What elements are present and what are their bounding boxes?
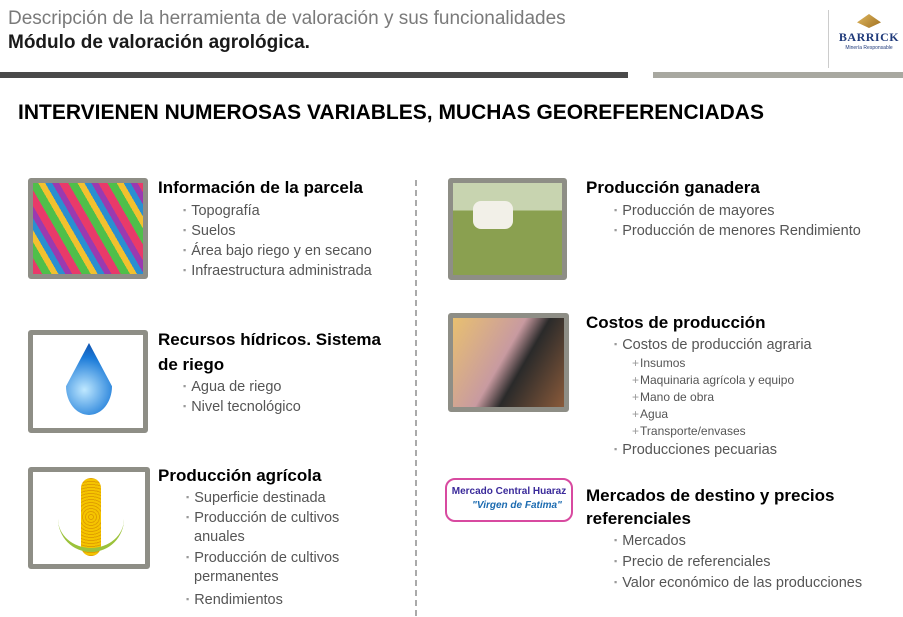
section-title-mercados: Mercados de destino y precios — [586, 486, 835, 505]
header-divider-light — [653, 72, 903, 78]
header-divider-dark — [0, 72, 628, 78]
logo-name: BARRICK — [838, 30, 900, 44]
cow-icon — [473, 201, 513, 229]
bullet: ▪ Agua de riego — [183, 376, 282, 397]
parcel-map-image — [28, 178, 148, 279]
bullet: ▪ Producción de mayores — [614, 200, 775, 221]
bullet: ▪ Producciones pecuarias — [614, 439, 777, 460]
column-divider — [415, 180, 417, 616]
logo-separator — [828, 10, 829, 68]
bullet: ▪ Valor económico de las producciones — [614, 572, 862, 593]
logo-tagline: Minería Responsable — [845, 45, 893, 51]
bullet: ▪ Mercados — [614, 530, 686, 551]
market-subname: "Virgen de Fatima" — [472, 500, 562, 511]
bullet-continuation: permanentes — [194, 569, 279, 585]
sub-bullet: + Insumos — [632, 355, 685, 372]
bullet: ▪ Nivel tecnológico — [183, 396, 301, 417]
bullet-continuation: anuales — [194, 529, 245, 545]
bullet: ▪ Rendimientos — [186, 589, 283, 610]
money-calculator-image — [448, 313, 569, 412]
bullet: ▪ Producción de cultivos — [186, 547, 339, 568]
bullet: ▪ Costos de producción agraria — [614, 334, 812, 355]
presentation-subtitle: Descripción de la herramienta de valoración y sus funcionalidades — [8, 8, 566, 29]
presentation-title: Módulo de valoración agrológica. — [8, 32, 310, 53]
bullet: ▪ Infraestructura administrada — [183, 260, 372, 281]
sub-bullet: + Mano de obra — [632, 389, 714, 406]
water-drop-icon — [66, 343, 112, 415]
bullet: ▪ Producción de cultivos — [186, 507, 339, 528]
water-drop-image — [28, 330, 148, 433]
section-title-ganadera: Producción ganadera — [586, 178, 760, 197]
sub-bullet: + Maquinaria agrícola y equipo — [632, 372, 794, 389]
sub-bullet: + Agua — [632, 406, 668, 423]
livestock-image — [448, 178, 567, 280]
bullet: ▪ Topografía — [183, 200, 260, 221]
sub-bullet: + Transporte/envases — [632, 423, 746, 440]
corn-image — [28, 467, 150, 569]
section-title-costos: Costos de producción — [586, 313, 766, 332]
section-title-parcela: Información de la parcela — [158, 178, 364, 197]
bullet: ▪ Área bajo riego y en secano — [183, 240, 372, 261]
section-title-recursos: Recursos hídricos. Sistema — [158, 330, 381, 349]
market-badge — [445, 478, 573, 522]
bullet: ▪ Precio de referenciales — [614, 551, 771, 572]
logo-mark-icon — [857, 14, 881, 28]
bullet: ▪ Superficie destinada — [186, 487, 326, 508]
section-title-mercados-line2: referenciales — [586, 509, 691, 528]
bullet: ▪ Suelos — [183, 220, 236, 241]
section-title-recursos-line2: de riego — [158, 355, 225, 374]
market-name: Mercado Central Huaraz — [451, 486, 567, 497]
bullet: ▪ Producción de menores Rendimiento — [614, 220, 861, 241]
barrick-logo — [836, 14, 902, 51]
section-title-agricola: Producción agrícola — [158, 466, 322, 485]
slide-heading: INTERVIENEN NUMEROSAS VARIABLES, MUCHAS GEOREFERENCIADAS — [18, 101, 764, 124]
